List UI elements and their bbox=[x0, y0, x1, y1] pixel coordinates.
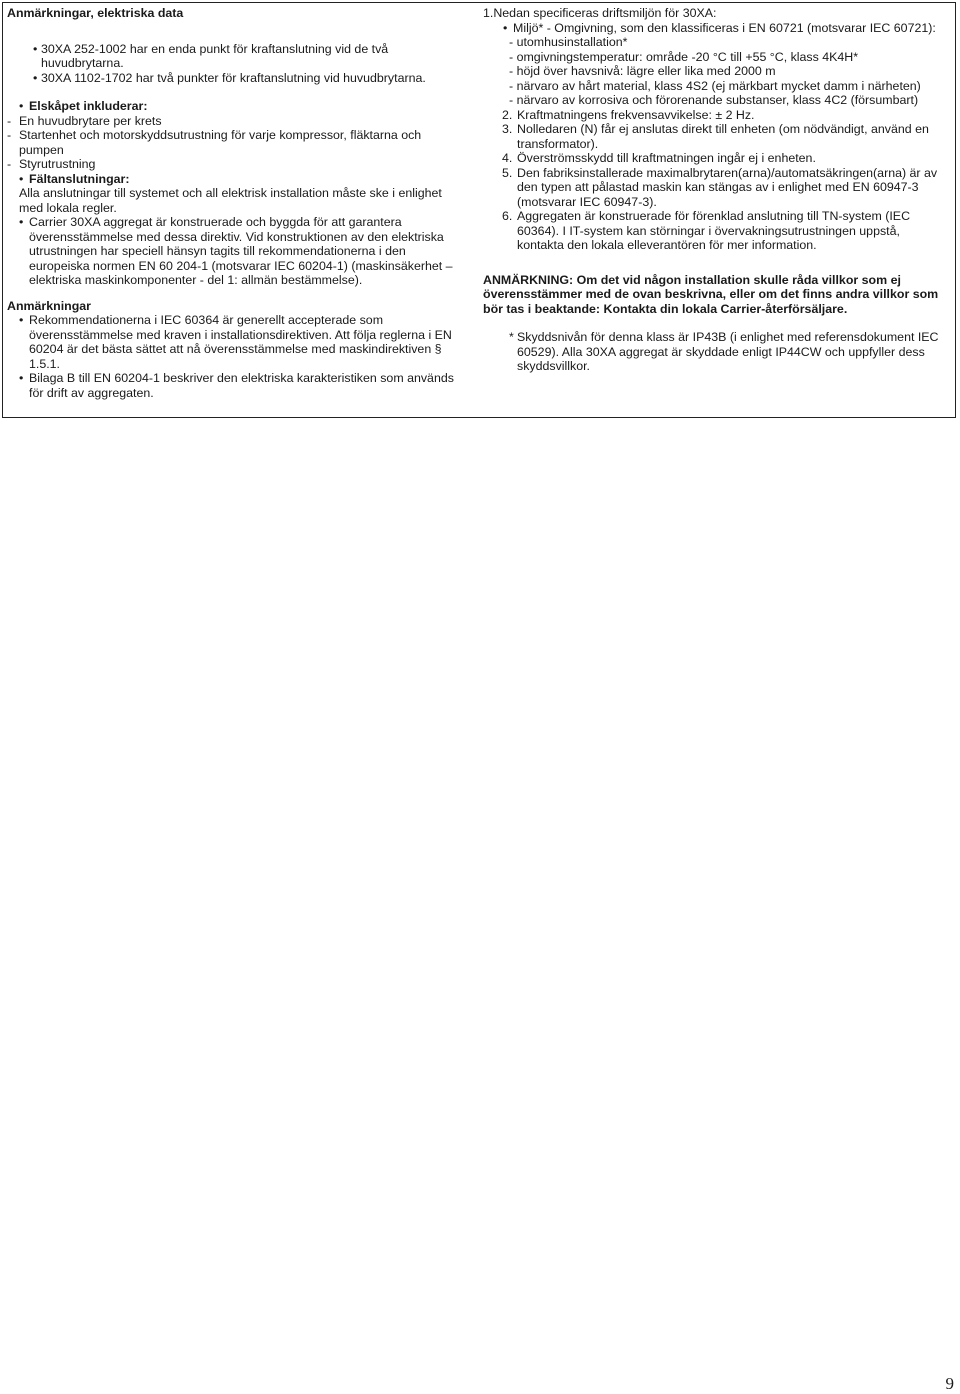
numbered-item: 5. Den fabriksinstallerade maximalbrytaren(arna)/automatsäkringen(arna) är av den typen att pålastad maskin kan stängas av i enlighet med EN 60947-3 (motsvarar IEC 60947-3). bbox=[502, 165, 938, 209]
list-item: • Rekommendationerna i IEC 60364 är generellt accepterade som överensstämmelse med kraven i installationsdirektiven. Att följa reglerna i EN 60204 är det bästa sättet att nå överensstämmelse med maskindirektiven § 1.5.1. bbox=[19, 313, 452, 371]
footnote: * Skyddsnivån för denna klass är IP43B (i enlighet med referensdokument IEC 60529). Alla 30XA aggregat är skyddade enligt IP44CW och uppfyller dess skyddsvillkor. bbox=[509, 330, 939, 373]
list-item: • Carrier 30XA aggregat är konstruerade och byggda för att garantera överensstämmelse med dessa direktiv. Vid konstruktionen av den elektriska utrustningen har speciell hänsyn tagits till rekommendationerna i den europeiska normen EN 60 204-1 (motsvarar IEC 60204-1) (maskinsäkerhet – elektriska maskinkomponenter - del 1: allmän bestämmelse). bbox=[19, 215, 453, 287]
env-item: - utomhusinstallation* bbox=[509, 35, 628, 49]
section-heading: Anmärkningar, elektriska data bbox=[7, 6, 184, 20]
warning-note: ANMÄRKNING: Om det vid någon installation skulle råda villkor som ej överensstämmer med de ovan beskrivna, eller om det finns andra villkor som bör tas i beaktande: Kontakta din lokala Carrier-återförsäljare. bbox=[483, 272, 939, 316]
env-item: - omgivningstemperatur: område -20 °C till +55 °C, klass 4K4H* bbox=[509, 49, 859, 64]
numbered-item: 4. Överströmsskydd till kraftmatningen ingår ej i enheten. bbox=[502, 151, 816, 165]
env-heading: 1.Nedan specificeras driftsmiljön för 30XA: bbox=[483, 6, 717, 20]
numbered-item: 3. Nolledaren (N) får ej anslutas direkt till enheten (om nödvändigt, använd en transformator). bbox=[502, 122, 929, 151]
right-column bbox=[483, 6, 948, 374]
env-item: - närvaro av korrosiva och förorenande substanser, klass 4C2 (försumbart) bbox=[509, 93, 919, 107]
list-item: - Styrutrustning bbox=[7, 157, 96, 171]
list-item: • 30XA 252-1002 har en enda punkt för kraftanslutning vid de två huvudbrytarna. bbox=[33, 41, 389, 70]
notes-heading: Anmärkningar bbox=[7, 298, 91, 313]
numbered-item: 2. Kraftmatningens frekvensavvikelse: ± 2 Hz. bbox=[502, 107, 755, 122]
numbered-item: 6. Aggregaten är konstruerade för förenklad anslutning till TN-system (IEC 60364). I IT-system kan störningar i övervakningsutrustningen uppstå, kontakta den lokala elleverantören för mer information. bbox=[502, 209, 911, 252]
list-item: • Fältanslutningar: bbox=[19, 171, 130, 186]
env-item: - närvaro av hårt material, klass 4S2 (ej märkbart mycket damm i närheten) bbox=[509, 78, 921, 93]
list-item: • Elskåpet inkluderar: bbox=[19, 99, 148, 113]
list-item: • Miljö* - Omgivning, som den klassificeras i EN 60721 (motsvarar IEC 60721): bbox=[503, 20, 936, 35]
list-item: • Bilaga B till EN 60204-1 beskriver den elektriska karakteristiken som används för drift av aggregaten. bbox=[19, 371, 454, 400]
list-item: • 30XA 1102-1702 har två punkter för kraftanslutning vid huvudbrytarna. bbox=[33, 70, 426, 85]
page-number: 9 bbox=[945, 1374, 954, 1393]
left-column bbox=[7, 6, 469, 400]
list-item: - En huvudbrytare per krets bbox=[7, 113, 162, 128]
list-item: - Startenhet och motorskyddsutrustning för varje kompressor, fläktarna och pumpen bbox=[7, 128, 422, 157]
env-item: - höjd över havsnivå: lägre eller lika med 2000 m bbox=[509, 64, 776, 78]
paragraph: Alla anslutningar till systemet och all elektrisk installation måste ske i enlighet med lokala regler. bbox=[19, 186, 442, 215]
